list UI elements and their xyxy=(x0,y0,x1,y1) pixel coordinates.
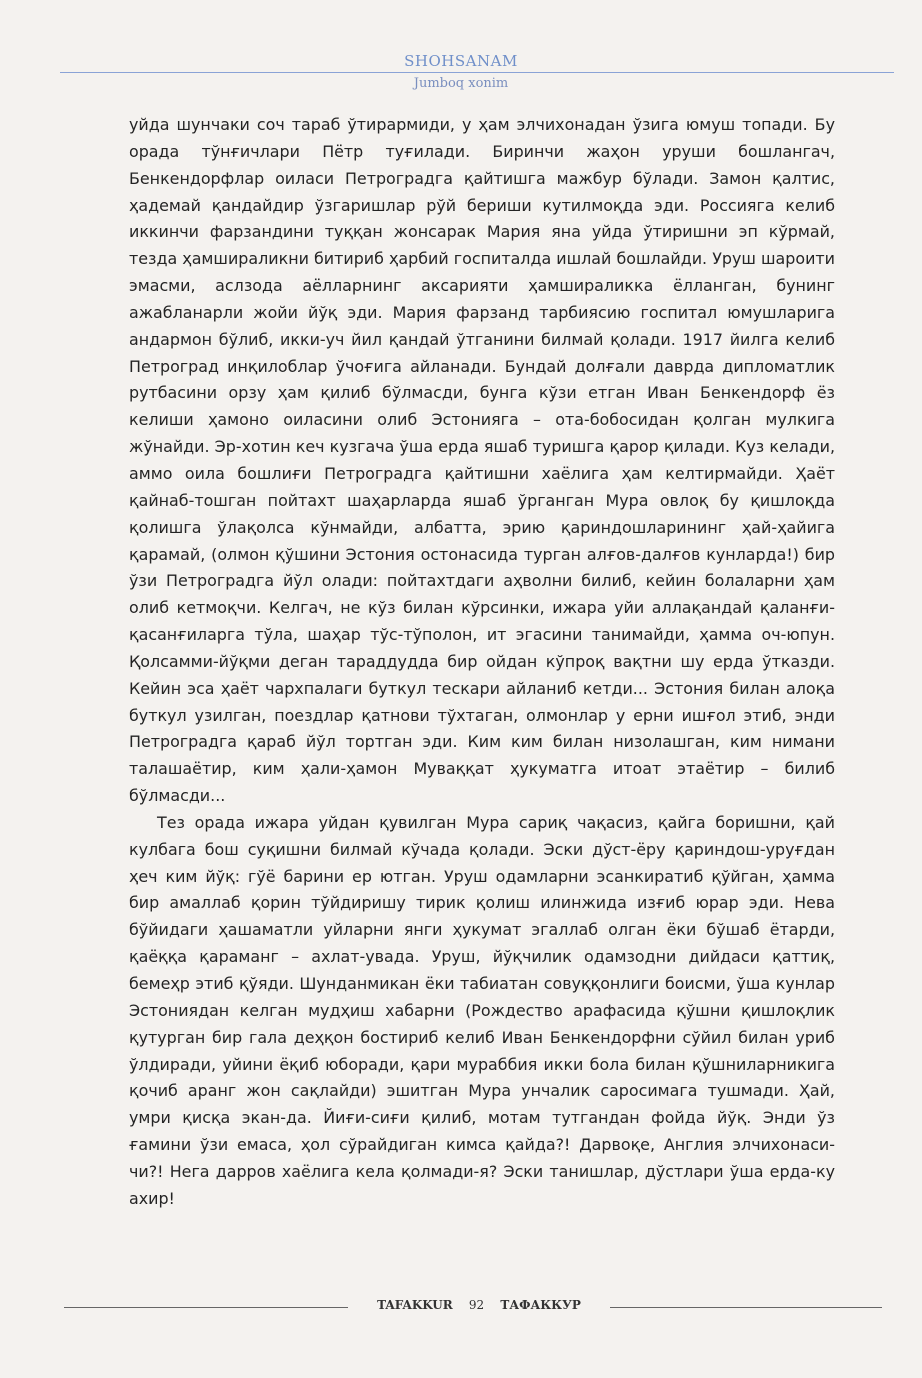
running-footer xyxy=(0,1296,922,1320)
paragraph-2: Тез орада ижара уйдан қувилган Мура сариқ чақасиз, қайга боришни, қай кулбага бош суқишни билмай кўчада қолади. Эски дўст-ёру қариндош-уруғдан ҳеч ким йўқ: гўё барини ер ютган. Уруш одамларни эсанкиратиб қўйган, ҳамма бир амаллаб қорин тўйдиришу тирик қолиш илинжида изғиб юрар эди. Нева бўйидаги ҳашаматли уйларни янги ҳукумат эгаллаб олган ёки бўшаб ётарди, қаёққа қараманг – ахлат-увада. Уруш, йўқчилик одамзодни дийдаси қаттиқ, бемеҳр этиб қўяди. Шунданмикан ёки табиатан совуққонлиги боисми, ўша кунлар Эстониядан келган мудҳиш хабарни (Рождество арафасида қўшни қишлоқлик қутурган бир гала деҳқон бостириб келиб Иван Бенкендорфни сўйил билан уриб ўлдиради, уйини ёқиб юборади, қари мураббия икки бола билан қўшниларникига қочиб аранг жон сақлайди) эшитган Мура унчалик саросимага тушмади. Ҳай, умри қисқа экан-да. Йиғи-сиғи қилиб, мотам тутгандан фойда йўқ. Энди ўз ғамини ўзи емаса, ҳол сўрайдиган кимса қайда?! Дарвоқе, Англия элчихонаси-чи?! Нега дарров хаёлига кела қолмади-я? Эски танишлар, дўстлари ўша ерда-ку ахир! xyxy=(129,812,835,1208)
article-body xyxy=(129,112,835,1213)
footer-divider-left xyxy=(64,1307,348,1308)
footer-divider-right xyxy=(610,1307,882,1308)
footer-journal-latin: TAFAKKUR xyxy=(377,1298,453,1312)
footer-journal-cyrillic: ТАФАККУР xyxy=(500,1298,581,1312)
page-number: 92 xyxy=(468,1298,485,1312)
header-divider xyxy=(60,72,894,73)
header-subtitle: Jumboq xonim xyxy=(413,76,509,91)
footer-label xyxy=(350,1298,608,1312)
header-title: SHOHSANAM xyxy=(404,52,518,70)
paragraph-1: уйда шунчаки соч тараб ўтирармиди, у ҳам элчихонадан ўзига юмуш топади. Бу орада тўнғичлари Пётр туғилади. Биринчи жаҳон уруши бошлангач, Бенкендорфлар оиласи Петроградга қайтишга мажбур бўлади. Замон қалтис, ҳадемай қандайдир ўзгаришлар рўй бериши кутилмоқда эди. Россияга келиб иккинчи фарзандини туққан жонсарак Мария яна уйда ўтиришни эп кўрмай, тезда ҳамшираликни битириб ҳарбий госпиталда ишлай бошлайди. Уруш шароити эмасми, аслзода аёлларнинг аксарияти ҳамшираликка ёлланган, бунинг ажабланарли жойи йўқ эди. Мария фарзанд тарбиясию госпитал юмушларига андармон бўлиб, икки-уч йил қандай ўтганини билмай қолади. 1917 йилга келиб Петроград инқилоблар ўчоғига айланади. Бундай долғали даврда дипломатлик рутбасини орзу ҳам қилиб бўлмасди, бунга кўзи етган Иван Бенкендорф ёз келиши ҳамоно оиласини олиб Эстонияга – ота-бобосидан қолган мулкига жўнайди. Эр-хотин кеч кузгача ўша ерда яшаб туришга қарор қилади. Куз келади, аммо оила бошлиғи Петроградга қайтишни хаёлига ҳам келтирмайди. Ҳаёт қайнаб-тошган пойтахт шаҳарларда яшаб ўрганган Мура овлоқ бу қишлоқда қолишга ўлақолса кўнмайди, албатта, эрию қариндошларининг ҳай-ҳайига қарамай, (олмон қўшини Эстония остонасида турган алғов-далғов кунларда!) бир ўзи Петроградга йўл олади: пойтахтдаги аҳволни билиб, кейин болаларни ҳам олиб кетмоқчи. Келгач, не кўз билан кўрсинки, ижара уйи аллақандай қаланғи-қасанғиларга тўла, шаҳар тўс-тўполон, ит эгасини танимайди, ҳамма оч-юпун. Қолсамми-йўқми деган тараддудда бир ойдан кўпроқ вақтни шу ерда ўтказди. Кейин эса ҳаёт чархпалаги буткул тескари айланиб кетди... Эстония билан алоқа буткул узилган, поездлар қатнови тўхтаган, олмонлар у ерни ишғол этиб, энди Петроградга қараб йўл тортган эди. Ким ким билан низолашган, ким нимани талашаётир, ким ҳали-ҳамон Муваққат ҳукуматга итоат этаётир – билиб бўлмасди... xyxy=(129,115,835,806)
